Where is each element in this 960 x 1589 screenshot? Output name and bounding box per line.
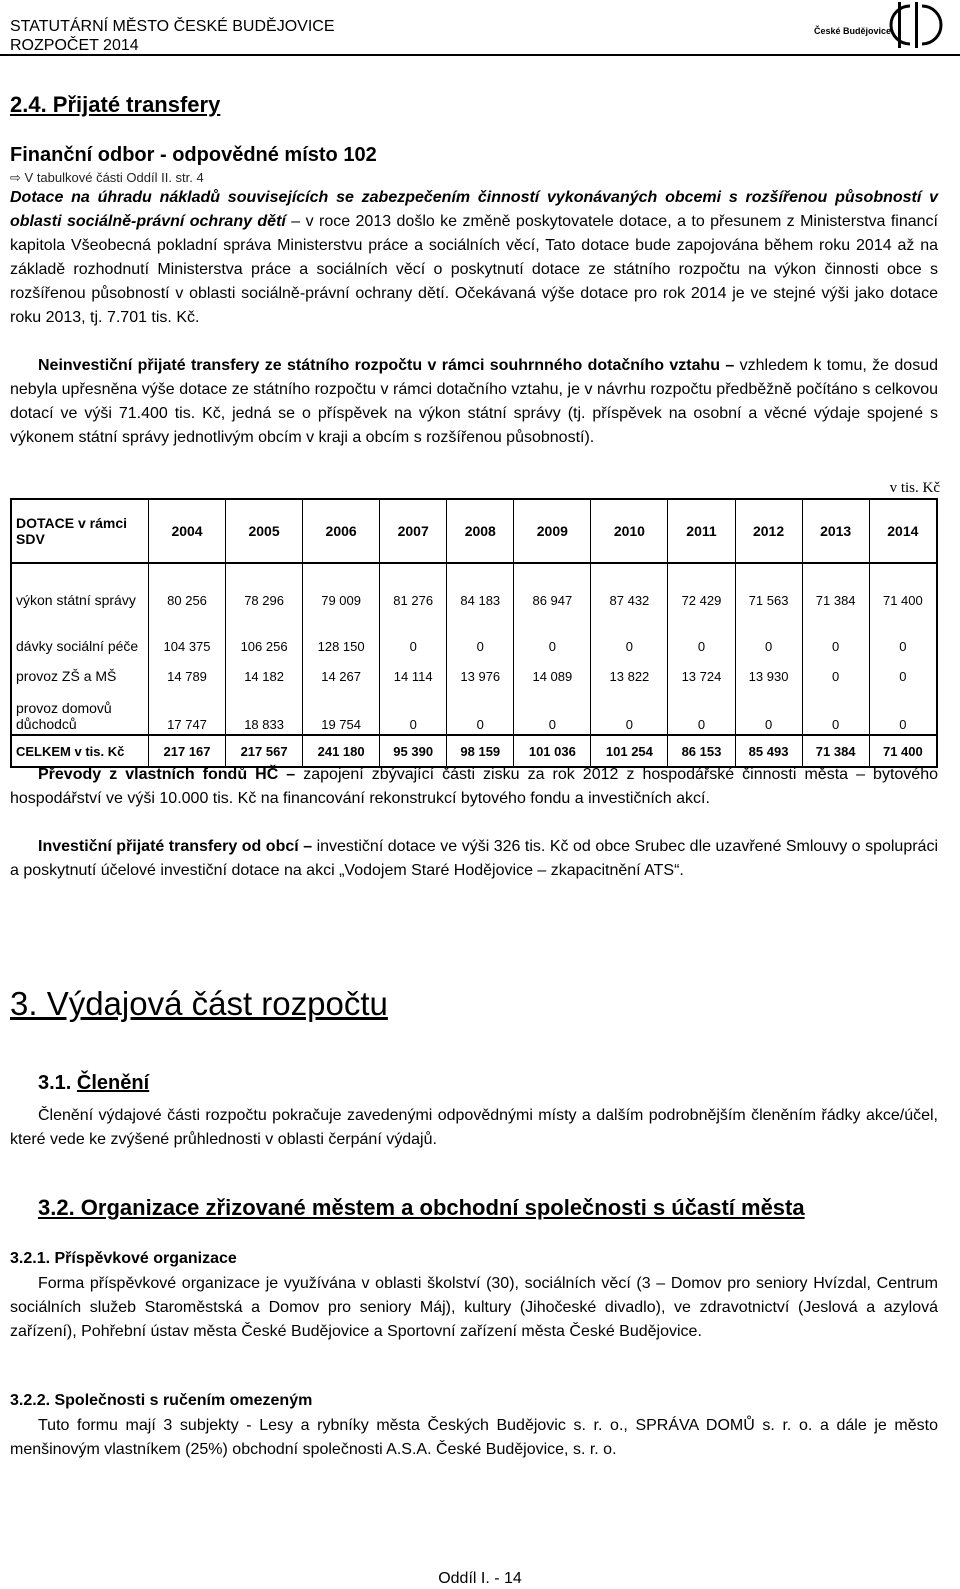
year-header: 2013 (802, 499, 869, 563)
table-unit: v tis. Kč (889, 480, 940, 496)
header-org: STATUTÁRNÍ MĚSTO ČESKÉ BUDĚJOVICE (10, 18, 335, 35)
row-label: dávky sociální péče (16, 638, 139, 654)
table-cell: 84 183 (447, 563, 514, 610)
paragraph-investicni (10, 835, 938, 883)
table-cell: 80 256 (149, 563, 226, 610)
table-cell: 79 009 (303, 563, 380, 610)
table-cell: 13 724 (668, 656, 735, 686)
table-cell: 0 (447, 686, 514, 735)
section-3-1-title (38, 1072, 149, 1095)
year-header: 2014 (869, 499, 937, 563)
table-cell: 0 (869, 686, 937, 735)
paragraph-bold: Převody z vlastních fondů HČ – (38, 766, 296, 783)
table-cell: 0 (869, 610, 937, 656)
section-3-1-text: Členění výdajové části rozpočtu pokračuje zavedenými odpovědnými místy a dalším podrobnějším členěním řádky akce/účel, které vede ke zvýšené průhlednosti v oblasti čerpání výdajů. (10, 1107, 938, 1148)
table-cell: 0 (802, 656, 869, 686)
city-logo (814, 2, 946, 48)
section-number: 3.1. (38, 1072, 72, 1094)
total-cell: 217 167 (149, 735, 226, 767)
table-cell: 71 400 (869, 563, 937, 610)
section-3-2-1-text: Forma příspěvkové organizace je využívána v oblasti školství (30), sociálních věcí (3 – Domov pro seniory Hvízdal, Centrum sociálních služeb Staroměstská a Domov pro seniory Máj), kultury (Jihočeské divadlo), ve zdravotnictví (Jeslová a azylová zařízení), Pohřební ústav města České Budějovice a Sportovní zařízení města České Budějovice. (10, 1275, 938, 1340)
total-cell: 85 493 (735, 735, 802, 767)
table-cell: 106 256 (226, 610, 303, 656)
table-cell: 81 276 (380, 563, 447, 610)
paragraph-text: investiční dotace ve výši 326 tis. Kč od obce Srubec dle uzavřené Smlouvy o spolupráci a poskytnutí účelové investiční dotace na akci „Vodojem Staré Hodějovice – zkapacitnění ATS“. (10, 838, 939, 879)
paragraph-bold: Investiční přijaté transfery od obcí – (38, 838, 313, 855)
table-cell: 0 (514, 610, 591, 656)
section-reference (10, 170, 204, 186)
table-cell: 17 747 (149, 686, 226, 735)
year-header: 2006 (303, 499, 380, 563)
table-cell: 14 789 (149, 656, 226, 686)
paragraph-bold: Neinvestiční přijaté transfery ze státního rozpočtu v rámci souhrnného dotačního vztahu – (38, 357, 735, 374)
header-rule (0, 54, 960, 56)
section-3-2-2-text: Tuto formu mají 3 subjekty - Lesy a rybníky města Českých Budějovic s. r. o., SPRÁVA DOMŮ s. r. o. a dále je město menšinovým vlastníkem (25%) obchodní společnosti A.S.A. České Budějovice, s. r. o. (10, 1417, 938, 1458)
table-cell: 0 (735, 610, 802, 656)
year-header: 2007 (380, 499, 447, 563)
table-cell: 72 429 (668, 563, 735, 610)
svg-text:České Budějovice: České Budějovice (814, 26, 892, 36)
table-cell: 0 (668, 686, 735, 735)
table-cell: 128 150 (303, 610, 380, 656)
table-cell: 87 432 (591, 563, 668, 610)
table-cell: 14 267 (303, 656, 380, 686)
year-header: 2012 (735, 499, 802, 563)
table-row (11, 610, 937, 656)
section-name: Členění (76, 1072, 150, 1094)
section-title: 2.4. Přijaté transfery (10, 92, 221, 117)
table-row (11, 563, 937, 610)
total-cell: 98 159 (447, 735, 514, 767)
table-cell: 0 (380, 610, 447, 656)
section-subtitle: Finanční odbor - odpovědné místo 102 (10, 144, 377, 166)
table-cell: 0 (591, 686, 668, 735)
table-cell: 0 (447, 610, 514, 656)
row-label: provoz ZŠ a MŠ (16, 668, 117, 684)
chapter-title: 3. Výdajová část rozpočtu (10, 985, 388, 1022)
total-cell: 241 180 (303, 735, 380, 767)
table-row (11, 656, 937, 686)
table-cell: 14 114 (380, 656, 447, 686)
paragraph-neinvesticni (10, 354, 938, 450)
sdv-table (10, 498, 938, 768)
table-cell: 78 296 (226, 563, 303, 610)
table-cell: 0 (869, 656, 937, 686)
table-header-label: DOTACE v rámci SDV (11, 499, 149, 563)
table-row (11, 686, 937, 735)
total-cell: 71 400 (869, 735, 937, 767)
table-cell: 18 833 (226, 686, 303, 735)
total-cell: 101 254 (591, 735, 668, 767)
reference-text: V tabulkové části Oddíl II. str. 4 (24, 170, 204, 185)
year-header: 2011 (668, 499, 735, 563)
total-cell: 217 567 (226, 735, 303, 767)
table-cell: 0 (514, 686, 591, 735)
year-header: 2009 (514, 499, 591, 563)
header-doc: ROZPOČET 2014 (10, 37, 139, 54)
table-cell: 0 (735, 686, 802, 735)
total-label: CELKEM v tis. Kč (11, 735, 149, 767)
table-cell: 0 (802, 686, 869, 735)
year-header: 2004 (149, 499, 226, 563)
total-cell: 86 153 (668, 735, 735, 767)
table-cell: 0 (380, 686, 447, 735)
paragraph-bold: Dotace na úhradu nákladů souvisejících se zabezpečením činností vykonávaných obcemi s rozšířenou působností v oblasti sociálně-právní ochrany dětí (10, 189, 938, 230)
page-footer: Oddíl I. - 14 (438, 1570, 522, 1587)
table-cell: 13 822 (591, 656, 668, 686)
paragraph-text: vzhledem k tomu, že dosud nebyla upřesněna výše dotace ze státního rozpočtu v rámci dotačního vztahu, je v návrhu rozpočtu předběžně počítáno s celkovou dotací ve výši 71.400 tis. Kč, jedná se o příspěvek na výkon státní správy (tj. příspěvek na osobní a věcné výdaje spojené s výkonem státní správy jednotlivým obcím v kraji a obcím s rozšířenou působností). (10, 357, 938, 446)
table-header-row (11, 499, 937, 563)
section-3-2-title: 3.2. Organizace zřizované městem a obchodní společnosti s účastí města (38, 1195, 805, 1220)
table-cell: 86 947 (514, 563, 591, 610)
paragraph-text: zapojení zbývající části zisku za rok 2012 z hospodářské činnosti města – bytového hospodářství ve výši 10.000 tis. Kč na financování rekonstrukcí bytového fondu a investičních akcí. (10, 766, 938, 807)
total-cell: 71 384 (802, 735, 869, 767)
total-cell: 95 390 (380, 735, 447, 767)
table-cell: 0 (802, 610, 869, 656)
table-cell: 13 930 (735, 656, 802, 686)
section-3-2-2-title: 3.2.2. Společnosti s ručením omezeným (10, 1392, 313, 1409)
table-cell: 19 754 (303, 686, 380, 735)
table-cell: 104 375 (149, 610, 226, 656)
paragraph-prevody (10, 763, 938, 811)
total-cell: 101 036 (514, 735, 591, 767)
section-3-2-1-title: 3.2.1. Příspěvkové organizace (10, 1250, 237, 1267)
table-cell: 71 384 (802, 563, 869, 610)
table-cell: 0 (668, 610, 735, 656)
table-cell: 0 (591, 610, 668, 656)
table-cell: 14 089 (514, 656, 591, 686)
row-label: provoz domovů důchodců (16, 700, 112, 732)
year-header: 2005 (226, 499, 303, 563)
paragraph-text: – v roce 2013 došlo ke změně poskytovatele dotace, a to přesunem z Ministerstva financí kapitola Všeobecná pokladní správa Ministerstvu práce a sociálních věcí, Tato dotace bude zapojována během roku 2014 až na základě rozhodnutí Ministerstva práce a sociálních věcí o poskytnutí dotace ze státního rozpočtu na výkon činnosti obce s rozšířenou působností v oblasti sociálně-právní ochrany dětí. Očekávaná výše dotace pro rok 2014 je ve stejné výši jako dotace roku 2013, tj. 7.701 tis. Kč. (10, 213, 938, 326)
year-header: 2008 (447, 499, 514, 563)
table-cell: 14 182 (226, 656, 303, 686)
arrow-icon: ⇨ (10, 170, 21, 185)
row-label: výkon státní správy (16, 592, 136, 608)
year-header: 2010 (591, 499, 668, 563)
paragraph-sdv-dotace (10, 186, 938, 330)
table-cell: 71 563 (735, 563, 802, 610)
table-cell: 13 976 (447, 656, 514, 686)
